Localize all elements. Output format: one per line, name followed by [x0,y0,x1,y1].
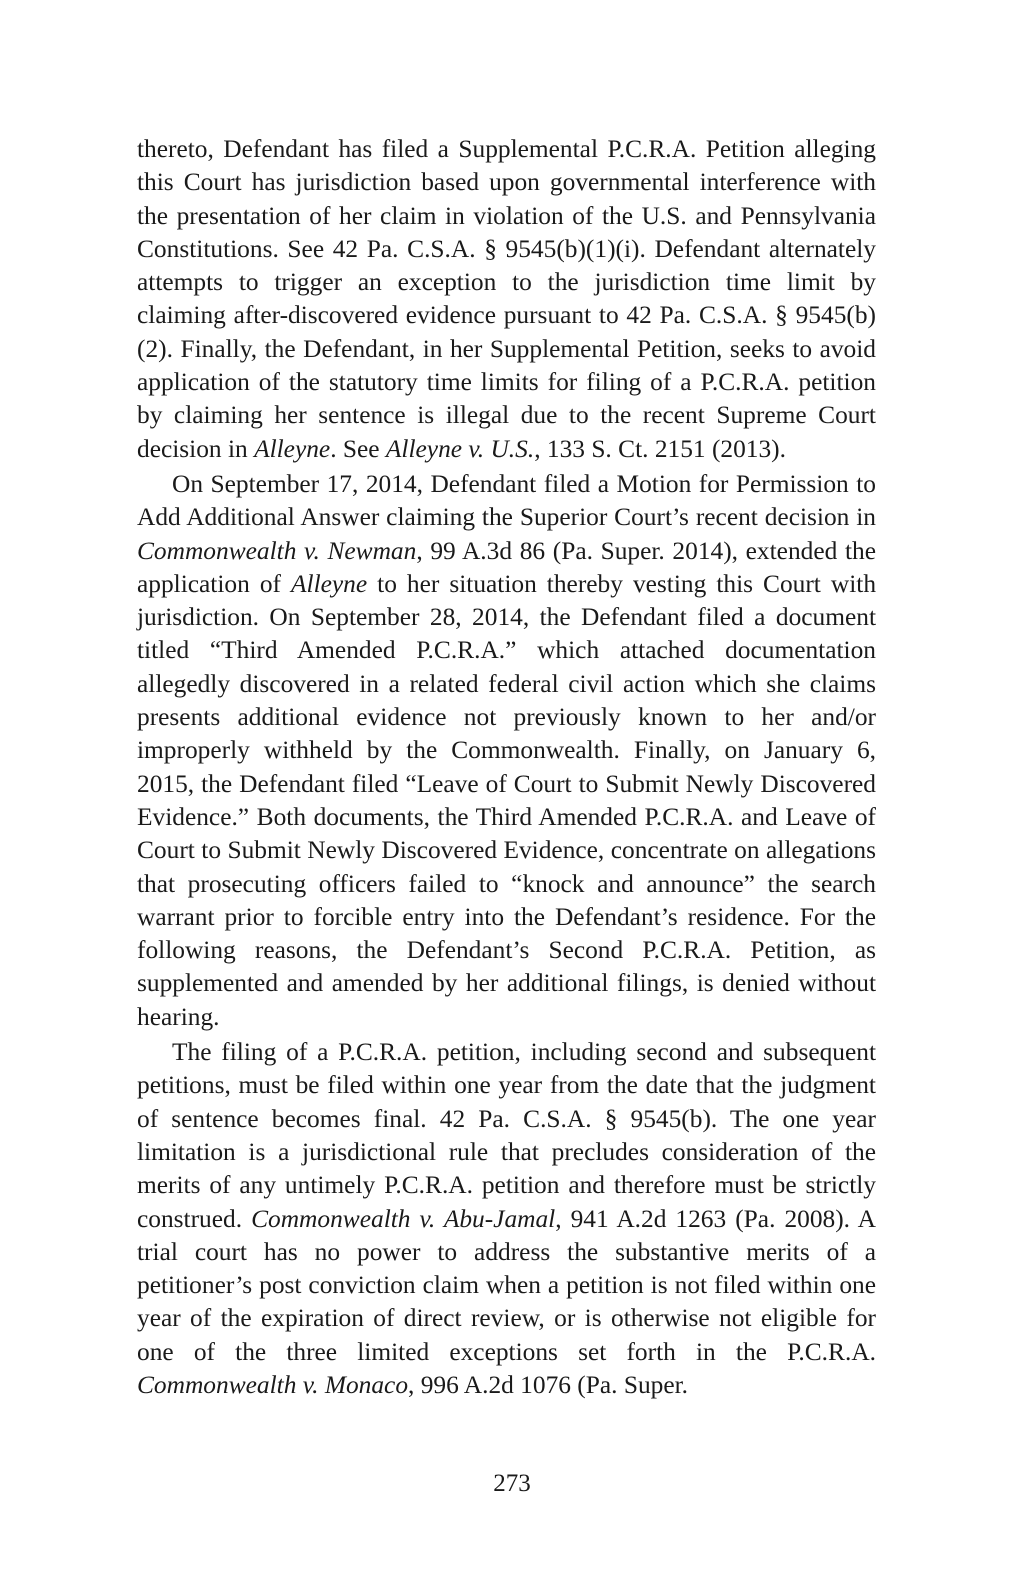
case-citation: Commonwealth v. Abu-Jamal [251,1204,556,1233]
paragraph-text: to her situation thereby vesting this Court with jurisdiction. On September 28, 2014, the Defendant filed a document titled “Third Amended P.C.R.A.” which attached documentation allegedly discovered in a related federal civil action which she claims presents additional evidence not previously known to her and/or improperly withheld by the Commonwealth. Finally, on January 6, 2015, the Defendant filed “Leave of Court to Submit Newly Discovered Evidence.” Both documents, the Third Amended P.C.R.A. and Leave of Court to Submit Newly Discovered Evidence, concentrate on allegations that prosecuting officers failed to “knock and announce” the search warrant prior to forcible entry into the Defendant’s residence. For the following reasons, the Defendant’s Second P.C.R.A. Petition, as supplemented and amended by her additional filings, is denied without hearing. [137,569,877,1031]
case-citation: Commonwealth v. Newman [137,536,417,565]
paragraph-text: On September 17, 2014, Defendant filed a Motion for Permission to Add Additional Answer claiming the Superior Court’s recent decision in [137,469,876,532]
case-citation: Alleyne v. U.S. [385,434,535,463]
paragraph-text: thereto, Defendant has filed a Supplemental P.C.R.A. Petition alleging this Court has jurisdiction based upon governmental interference with the presentation of her claim in violation of the U.S. and Pennsylvania Constitutions. See 42 Pa. C.S.A. § 9545(b)(1)(i). Defendant alternately attempts to trigger an exception to the jurisdiction time limit by claiming after-discovered evidence pursuant to 42 Pa. C.S.A. § 9545(b)(2). Finally, the Defendant, in her Supplemental Petition, seeks to avoid application of the statutory time limits for filing of a P.C.R.A. petition by claiming her sentence is illegal due to the recent Supreme Court decision in [137,135,876,463]
paragraph-3 [137,1036,876,1402]
paragraph-text: . See [330,434,386,463]
paragraph-text: , 996 A.2d 1076 (Pa. Super. [408,1370,689,1399]
page-number: 273 [493,1470,531,1497]
paragraph-2 [137,468,876,1034]
case-citation: Alleyne [254,434,331,463]
paragraph-text: The filing of a P.C.R.A. petition, including second and subsequent petitions, must be filed within one year from the date that the judgment of sentence becomes final. 42 Pa. C.S.A. § 9545(b). The one year limitation is a jurisdictional rule that precludes consideration of the merits of any untimely P.C.R.A. petition and therefore must be strictly construed. [137,1038,876,1233]
paragraph-text: , 941 A.2d 1263 (Pa. 2008). A trial court has no power to address the substantive merits of a petitioner’s post conviction claim when a petition is not filed within one year of the expiration of direct review, or is otherwise not eligible for one of the three limited exceptions set forth in the P.C.R.A. [137,1204,876,1366]
paragraph-1 [137,133,876,466]
case-citation: Commonwealth v. Monaco [137,1370,409,1399]
paragraph-text: , 99 A.3d 86 (Pa. Super. 2014), extended the application of [137,536,876,598]
paragraph-text: , 133 S. Ct. 2151 (2013). [534,434,786,463]
document-body [137,133,876,1402]
case-citation: Alleyne [291,569,368,598]
